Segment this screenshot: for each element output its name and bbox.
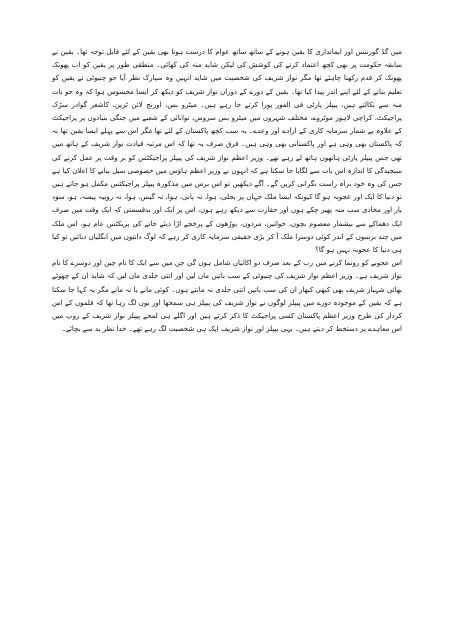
paragraph-1: میں گڈ گورننس اور ایمانداری کا یقین ہونے کے ساتھ ساتھ عوام کا درست ہونا بھی یقین کے لئے قابل توجہ تھا۔ یقین نے سابقہ حکومت پر بھی کچھ اعتماد کرنے کی کوشش کی لیکن شاید منہ کی کھائی۔ منطقی طور پر یقین کو اب پھونک پھونک کر قدم رکھنا چاہئے تھا مگر نواز شریف کی شخصیت میں شاید انہیں وہ سپارک نظر آیا جو چنیوٹی نے یقین کو تعلیم بنانے کے لئے اپنے اندر پیدا کیا تھا۔ یقین کے دورے کے دوران نواز شریف کو دیکھ کر ایسا محسوس ہوا کہ وہ جو بات منہ سے نکالتے ہیں، پیپلز پارٹی فی الفور پورا کرتے جا رہے ہیں۔ میٹرو بس، اورنج لائن ٹرین، کاشغر گوادر سڑک پراجیکٹ، کراچی لاہور موٹروے، مختلف شہروں میں میٹرو بس سروس، توانائی کے شعبے میں جنگی بنیادوں پر پراجیکٹ کے علاوہ بے شمار سرمایہ کاری کے ارادے اور وعدے۔ یہ سب کچھ پاکستان کے لئے تھا مگر اس سے پہلے ایسا یقین تھا نہ کہ پاکستان بھی وہی ہے اور پاکستانی بھی وہی ہیں۔ فرق صرف یہ تھا کہ اس مرتبہ قیادت نواز شریف کے ہاتھ میں تھی جس پیپلز پارٹی ہاتھوں ہاتھ لے رہے تھے۔ وزیر اعظم نواز شریف کی پیپلز پراجیکٹس کو بر وقت پر عمل کرنے کی سنجیدگی کا اندازہ اس بات سے لگایا جا سکتا ہے کہ انہوں نے وزیر اعظم ہاؤس میں خصوصی سیل بنانے کا اعلان کیا ہے جس کی وہ خود براہ راست نگرانی کریں گے۔ آگے دیکھیں تو اس برس میں مذکورہ پیپلز پراجیکٹس مکمل ہو جاتے ہیں تو دنیا کا ایک اور عجوبہ ہو گا کیونکہ ایسا ملک جہاں پر بجلی، ہوا، نہ پانی، ہوا، نہ گیس، ہوا، نہ روپیہ پیسہ، ہو، سود یار اور مخادی سب منہ پھیر چکے ہوں اور حقارت سے دیکھ رہے ہوں، اس پر ایک اور بدقسمتی کہ ایک وقت میں صرف ایک دھماکے سے بیشمار معصوم بچوں، خواتین، مردوں، بوڑھوں کے پرخچے اڑا دیئے جاتے کی پریکٹس عام ہو، اس ملک میں چند برسوں کے اندر کوئی دوسرا ملک آ کر بڑی حقیقی سرمایہ کاری کر رہے کہ لوگ دانتوں میں انگلیاں دبائیں تو کیا ہی دنیا کا عجوبہ نہیں ہو گا؟ <box>52 48 402 255</box>
paragraph-2: اس عجوبے کو رونما کرنے میں رب کے بعد صرف دو اکائیاں شامل ہوں گی جن میں سے ایک کا نام چین اور دوسرے کا نام نواز شریف ہے۔ وزیر اعظم نواز شریف کی چنیوٹی کے سب باتیں مان لیں اور انتی جلدی مان لیں کہ شاید ان کے چھوٹے بھائی شہباز شریف بھی کبھی کبھار ان کی سب باتیں اتنی جلدی نہ مانتے ہوں۔ کوئی مانے یا نہ مانے مگر یہ کہا جا سکتا ہے کہ یقین کے موجودہ دورے میں پیپلز لوگوں نے نواز شریف کی پیپلز ہی سمجھا اور یوں لگ رہا تھا کہ فلموں کے اس کردار کی طرح وزیر اعظم پاکستان کسی پراجیکٹ کا ذکر کرتے ہیں اور اگلے ہی لمحے پیپلز نواز شریف کے روپ میں اس معاہدے پر دستخط کر دیتے ہیں۔ یہی پیپلز اور نواز شریف ایک ہی شخصیت لگ رہے تھے۔ خدا نظر بد سے بچائے۔ <box>52 259 402 334</box>
article-body <box>52 46 402 336</box>
